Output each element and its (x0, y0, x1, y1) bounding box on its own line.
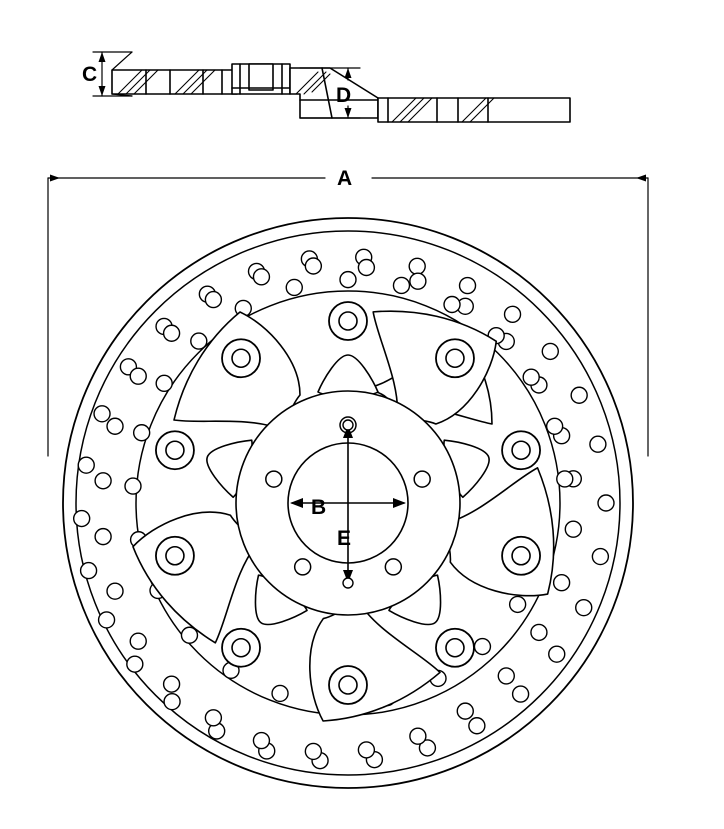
front-view (63, 218, 633, 788)
side-section-view (93, 52, 570, 122)
dimension-label-C: C (82, 63, 98, 86)
dimension-label-B: B (311, 496, 327, 519)
dimension-label-E: E (337, 527, 352, 550)
dimension-label-A: A (337, 167, 353, 190)
dimension-label-D: D (336, 84, 352, 107)
